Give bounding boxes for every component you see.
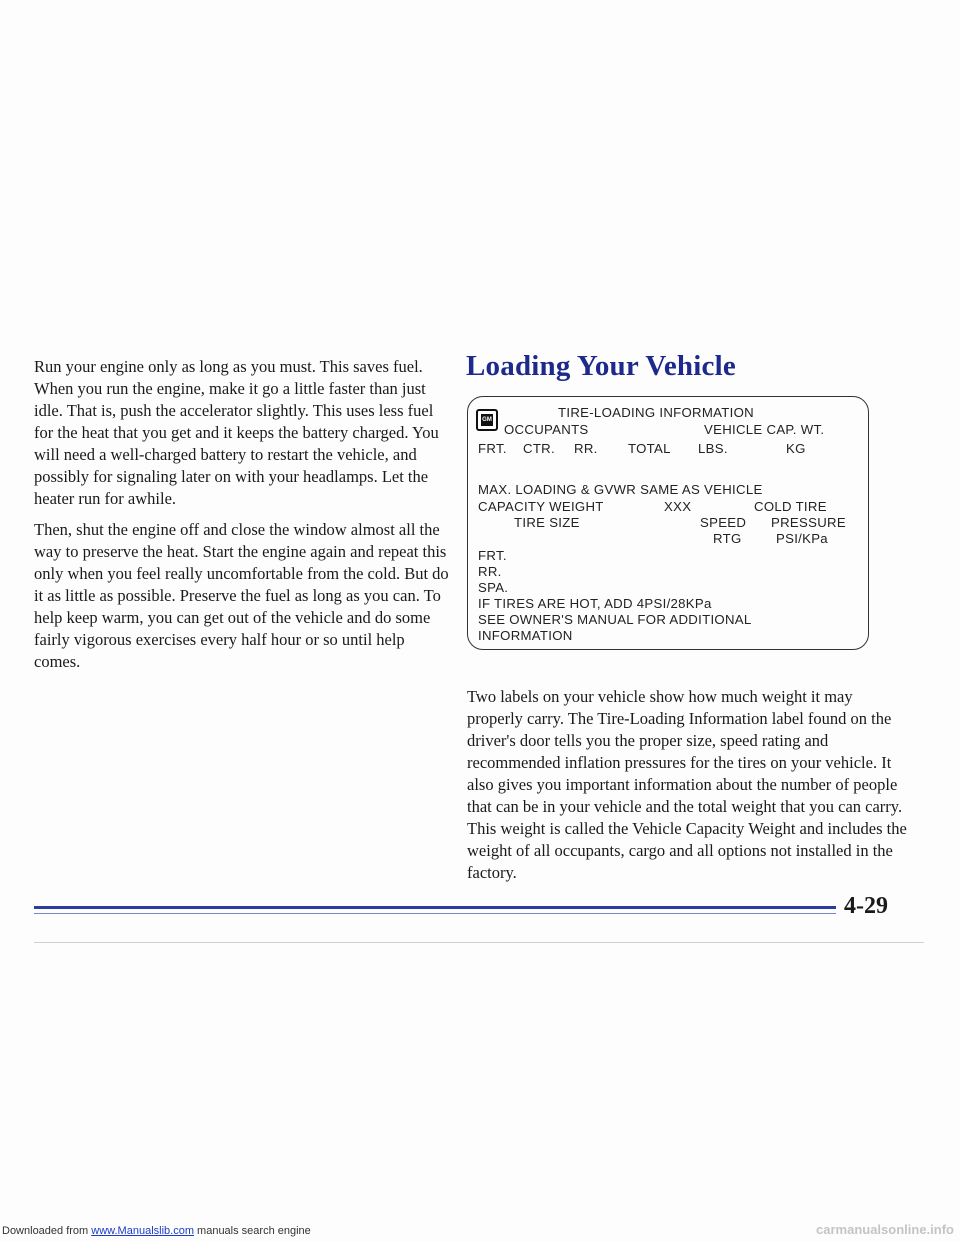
tire-label-pressure: PRESSURE: [771, 515, 846, 530]
manualslib-link[interactable]: www.Manualslib.com: [91, 1225, 194, 1237]
watermark-prefix: Downloaded from: [2, 1225, 92, 1237]
tire-label-row-lbs: LBS.: [698, 441, 728, 456]
left-column: [34, 356, 454, 682]
gm-logo-icon: [476, 409, 498, 431]
tire-label-hot-note: IF TIRES ARE HOT, ADD 4PSI/28KPa: [478, 596, 712, 611]
tire-label-max-loading: MAX. LOADING & GVWR SAME AS VEHICLE: [478, 482, 763, 497]
footer-rule-thin: [34, 913, 836, 914]
tire-label-row-kg: KG: [786, 441, 806, 456]
right-paragraph: Two labels on your vehicle show how much weight it may properly carry. The Tire-Loading Information label found on the driver's door tells you the proper size, speed rating and recommended inflation pressures for the tires on your vehicle. It also gives you important information about the number of people that can be in your vehicle and the total weight that you can carry. This weight is called the Vehicle Capacity Weight and includes the weight of all occupants, cargo and all options not installed in the factory.: [467, 687, 907, 882]
gm-logo-mark: GM: [481, 414, 493, 426]
bottom-divider: [34, 942, 924, 943]
tire-label-title: TIRE-LOADING INFORMATION: [558, 405, 754, 420]
tire-label-psi-kpa: PSI/KPa: [776, 531, 828, 546]
watermark-suffix: manuals search engine: [193, 1225, 311, 1237]
tire-label-row-rr: RR.: [574, 441, 598, 456]
tire-label-capacity-weight: CAPACITY WEIGHT: [478, 499, 604, 514]
section-title: Loading Your Vehicle: [466, 350, 736, 382]
tire-label-see-manual: SEE OWNER'S MANUAL FOR ADDITIONAL: [478, 612, 752, 627]
tire-label-frt: FRT.: [478, 548, 507, 563]
tire-label-rtg: RTG: [713, 531, 742, 546]
tire-label-information: INFORMATION: [478, 628, 573, 643]
download-watermark: [2, 1225, 311, 1237]
tire-label-occupants: OCCUPANTS: [504, 422, 589, 437]
tire-label-speed: SPEED: [700, 515, 747, 530]
tire-label-cold-tire: COLD TIRE: [754, 499, 827, 514]
tire-label-vehicle-cap: VEHICLE CAP. WT.: [704, 422, 825, 437]
tire-label-spa: SPA.: [478, 580, 509, 595]
tire-label-row-total: TOTAL: [628, 441, 671, 456]
page-number: 4-29: [844, 893, 888, 919]
right-column: [467, 686, 907, 884]
site-watermark: carmanualsonline.info: [816, 1222, 954, 1237]
left-paragraph-2: Then, shut the engine off and close the window almost all the way to preserve the heat. Start the engine again and repeat this only when you feel really uncomfortable from the cold. But do it as little as possible. Preserve the fuel as long as you can. To help keep warm, you can get out of the vehicle and do some fairly vigorous exercises every half hour or so until help comes.: [34, 520, 449, 671]
tire-label-row-frt: FRT.: [478, 441, 507, 456]
tire-label-tire-size: TIRE SIZE: [514, 515, 580, 530]
tire-label-xxx: XXX: [664, 499, 692, 514]
footer-rule: [34, 906, 836, 909]
tire-label-row-ctr: CTR.: [523, 441, 555, 456]
tire-label-rr: RR.: [478, 564, 502, 579]
tire-loading-label: [467, 396, 869, 650]
left-paragraph-1: Run your engine only as long as you must. This saves fuel. When you run the engine, make it go a little faster than just idle. That is, push the accelerator slightly. This uses less fuel for the heat that you get and it keeps the battery charged. You will need a well-charged battery to restart the vehicle, and possibly for signaling later on with your headlamps. Let the heater run for awhile.: [34, 357, 439, 508]
